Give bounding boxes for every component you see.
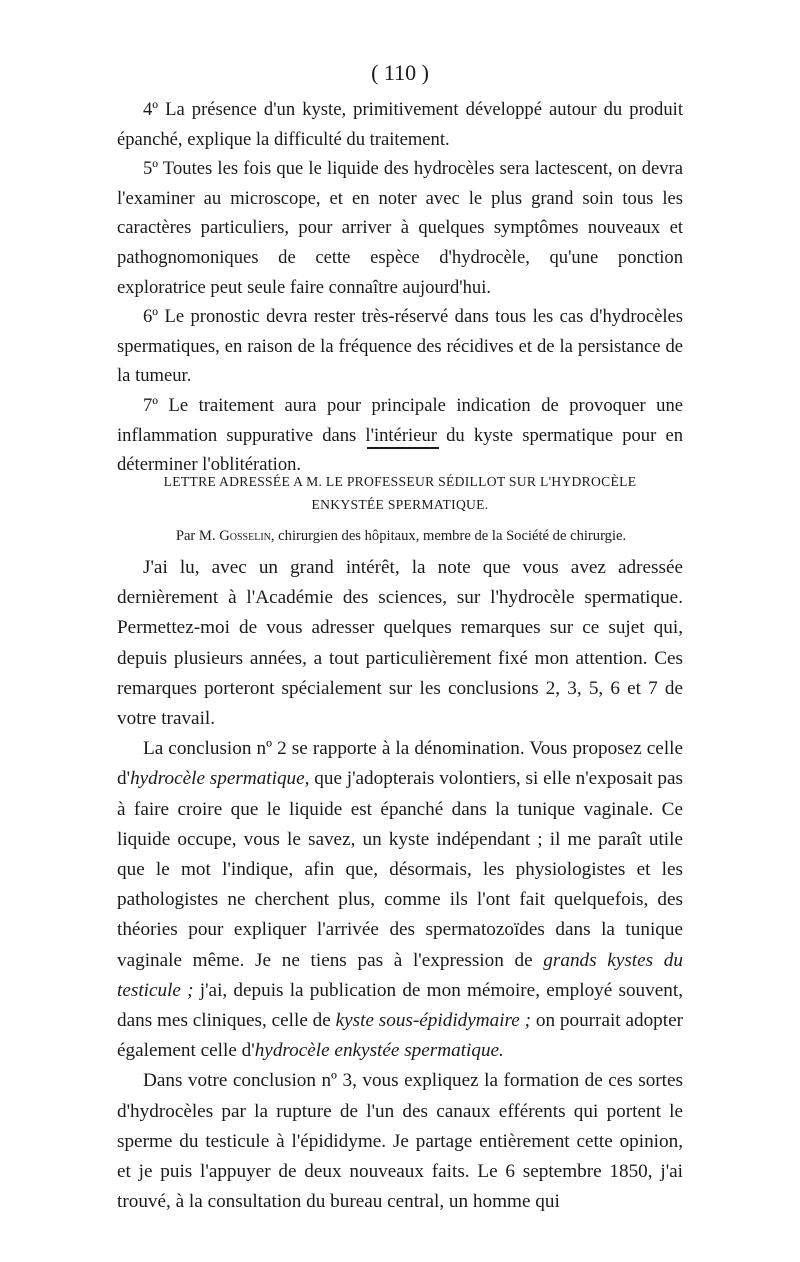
p2-italic-3: kyste sous-épididymaire ; xyxy=(335,1010,532,1032)
letter-heading-line-2: ENKYSTÉE SPERMATIQUE. xyxy=(311,497,489,512)
letter-body xyxy=(117,553,683,1217)
p2-text-1: La conclusion nº 2 se rapporte à la dénomination. Vous proposez celle d' xyxy=(117,738,683,790)
p2-text-2: que j'adopterais volontiers, si elle n'exposait pas à faire croire que le liquide est épanché dans la tunique vaginale. Ce liquide occupe, vous le savez, un kyste indépendant ; il me paraît utile que le mot l'indique, afin que, désormais, les physiologistes et les pathologistes ne cherchent plus, comme ils l'ont fait quelquefois, des théories pour expliquer l'arrivée des spermatozoïdes dans la tunique vaginale même. Je ne tiens pas à l'expression de xyxy=(117,768,683,971)
byline-prefix: Par M. xyxy=(175,528,216,544)
p2-italic-2: grands kystes du testicule ; xyxy=(117,949,683,1001)
section-divider xyxy=(367,447,439,449)
p2-italic-1: hydrocèle spermatique, xyxy=(130,768,310,790)
p2-italic-4: hydrocèle enkystée spermatique. xyxy=(254,1040,504,1062)
p2-text-4: on pourrait adopter également celle d' xyxy=(117,1010,683,1062)
letter-heading-line-1: LETTRE ADRESSÉE A M. LE PROFESSEUR SÉDILLOT SUR L'HYDROCÈLE xyxy=(163,474,637,489)
p2-text-3: j'ai, depuis la publication de mon mémoire, employé souvent, dans mes cliniques, celle de xyxy=(117,979,683,1032)
author-name: Gosselin xyxy=(219,528,271,544)
conclusion-6: 6º Le pronostic devra rester très-réservé dans tous les cas d'hydrocèles spermatiques, en raison de la fréquence des récidives et de la persistance de la tumeur. xyxy=(117,306,683,387)
byline-details: , chirurgien des hôpitaux, membre de la Société de chirurgie. xyxy=(270,528,627,544)
letter-paragraph-3: Dans votre conclusion nº 3, vous expliquez la formation de ces sortes d'hydrocèles par la rupture de l'un des canaux efférents qui portent le sperme du testicule à l'épididyme. Je partage entièrement cette opinion, et je puis l'appuyer de deux nouveaux faits. Le 6 septembre 1850, j'ai trouvé, à la consultation du bureau central, un homme qui xyxy=(117,1070,683,1213)
letter-paragraph-1: J'ai lu, avec un grand intérêt, la note que vous avez adressée dernièrement à l'Académie des sciences, sur l'hydrocèle spermatique. Permettez-moi de vous adresser quelques remarques sur ce sujet qui, depuis plusieurs années, a tout particulièrement fixé mon attention. Ces remarques porteront spécialement sur les conclusions 2, 3, 5, 6 et 7 de votre travail. xyxy=(117,557,683,730)
conclusion-7: 7º Le traitement aura pour principale indication de provoquer une inflammation suppurative dans l'intérieur du kyste spermatique pour en déterminer l'oblitération. xyxy=(117,394,683,476)
letter-heading xyxy=(130,470,670,516)
letter-paragraph-2 xyxy=(117,734,683,1066)
conclusions-list xyxy=(117,95,683,480)
page-number: ( 110 ) xyxy=(371,60,429,85)
conclusion-4: 4º La présence d'un kyste, primitivement développé autour du produit épanché, explique la difficulté du traitement. xyxy=(117,99,683,150)
conclusion-5: 5º Toutes les fois que le liquide des hydrocèles sera lactescent, on devra l'examiner au microscope, et en noter avec le plus grand soin tous les caractères particuliers, pour arriver à quelques symptômes nouveaux et pathognomoniques de cette espèce d'hydrocèle, qu'une ponction exploratrice peut seule faire connaître aujourd'hui. xyxy=(117,158,683,298)
author-byline xyxy=(120,528,682,545)
